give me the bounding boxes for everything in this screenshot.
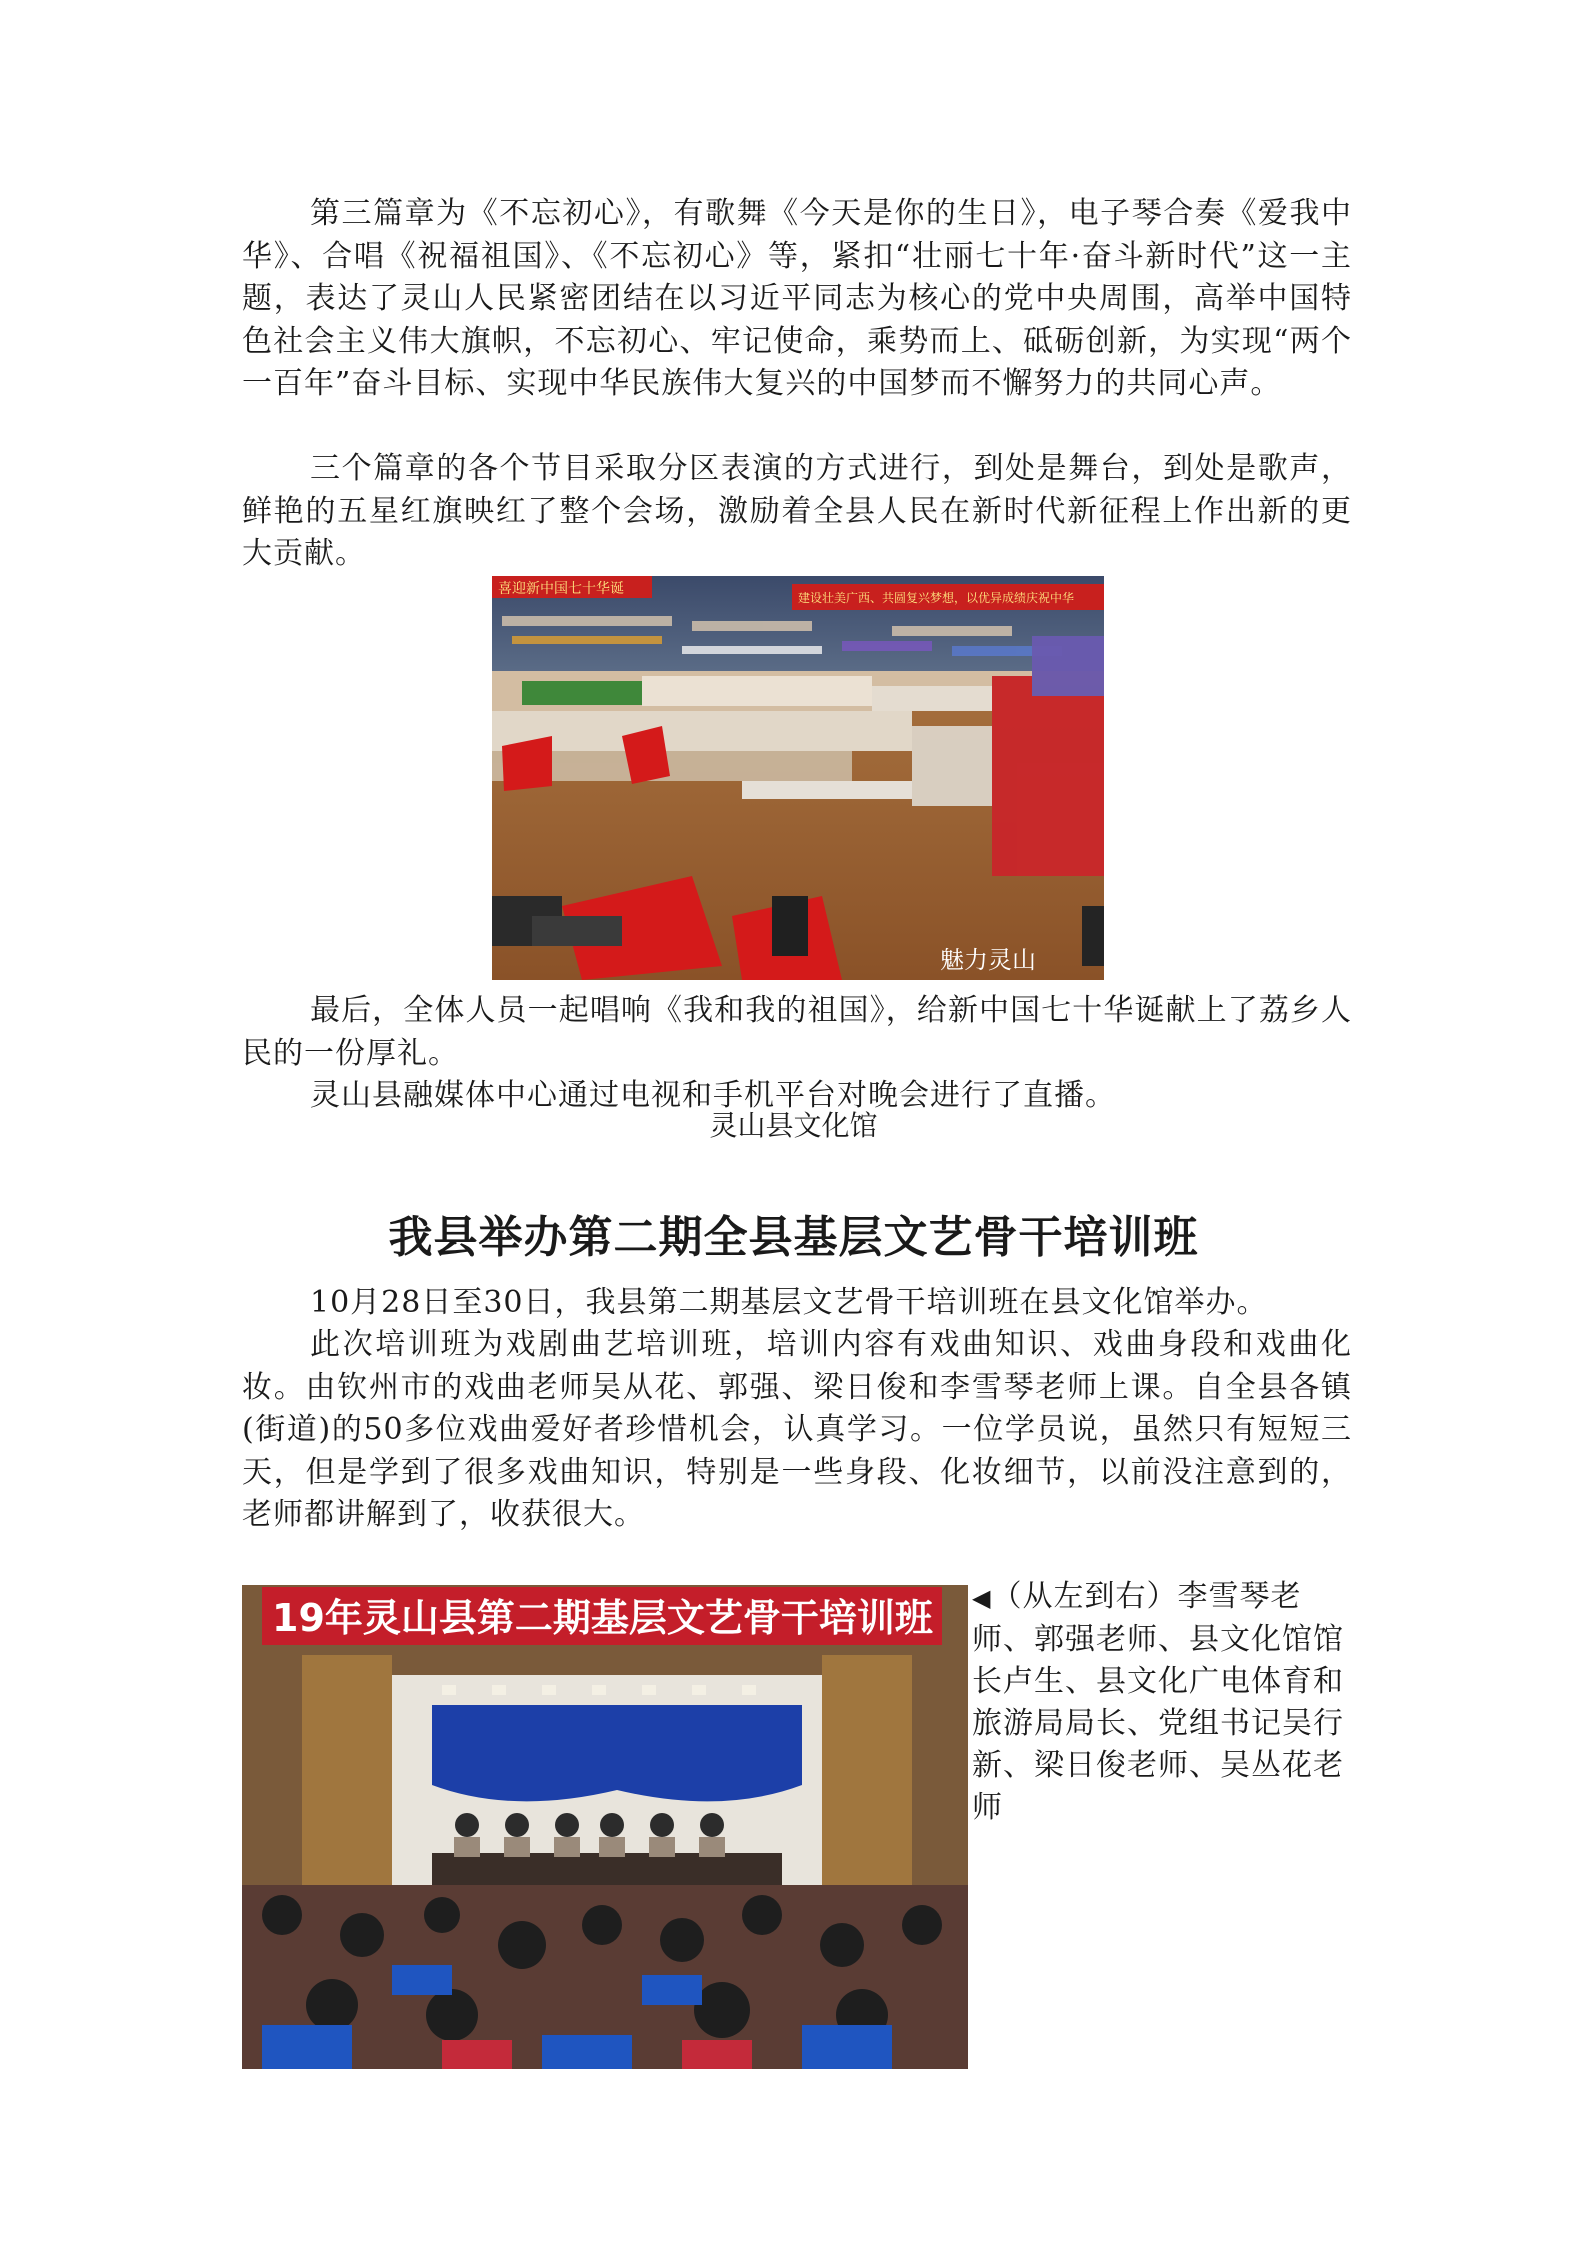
photo-watermark: 魅力灵山 (940, 946, 1036, 974)
training-banner-text: 19年灵山县第二期基层文艺骨干培训班 (272, 1596, 933, 1640)
article2-title: 我县举办第二期全县基层文艺骨干培训班 (388, 1212, 1199, 1263)
article2-paragraph-1: 10月28日至30日，我县第二期基层文艺骨干培训班在县文化馆举办。 (310, 1285, 1268, 1320)
photo-caption (972, 1576, 1362, 1829)
performance-photo (492, 576, 1104, 980)
banner-left-text: 喜迎新中国七十华诞 (498, 581, 624, 597)
training-class-photo (242, 1585, 968, 2069)
article1-paragraph-3: 最后，全体人员一起唱响《我和我的祖国》，给新中国七十华诞献上了荔乡人民的一份厚礼。 (242, 993, 1352, 1071)
article1-paragraph-4: 灵山县融媒体中心通过电视和手机平台对晚会进行了直播。 (310, 1078, 1116, 1113)
performance-photo-illustration (492, 576, 1104, 980)
article1-paragraph-1: 第三篇章为《不忘初心》，有歌舞《今天是你的生日》，电子琴合奏《爱我中华》、合唱《祝福祖国》、《不忘初心》等，紧扣“壮丽七十年·奋斗新时代”这一主题，表达了灵山人民紧密团结在以习近平同志为核心的党中央周围，高举中国特色社会主义伟大旗帜，不忘初心、牢记使命，乘势而上、砥砺创新，为实现“两个一百年”奋斗目标、实现中华民族伟大复兴的中国梦而不懈努力的共同心声。 (242, 196, 1352, 401)
banner-right-text: 建设壮美广西、共圆复兴梦想，以优异成绩庆祝中华 (798, 591, 1075, 605)
caption-arrow-icon: ◀ (972, 1584, 992, 1612)
training-class-photo-illustration (242, 1585, 968, 2069)
article1-credit: 灵山县文化馆 (709, 1109, 878, 1142)
caption-text: （从左到右）李雪琴老师、郭强老师、县文化馆馆长卢生、县文化广电体育和旅游局局长、党组书记吴行新、梁日俊老师、吴丛花老师 (972, 1579, 1344, 1825)
article2-paragraph-2: 此次培训班为戏剧曲艺培训班，培训内容有戏曲知识、戏曲身段和戏曲化妆。由钦州市的戏曲老师吴从花、郭强、梁日俊和李雪琴老师上课。自全县各镇(街道)的50多位戏曲爱好者珍惜机会，认真学习。一位学员说，虽然只有短短三天，但是学到了很多戏曲知识，特别是一些身段、化妆细节，以前没注意到的，老师都讲解到了，收获很大。 (242, 1327, 1352, 1532)
article1-paragraph-2: 三个篇章的各个节目采取分区表演的方式进行，到处是舞台，到处是歌声，鲜艳的五星红旗映红了整个会场，激励着全县人民在新时代新征程上作出新的更大贡献。 (242, 451, 1352, 571)
